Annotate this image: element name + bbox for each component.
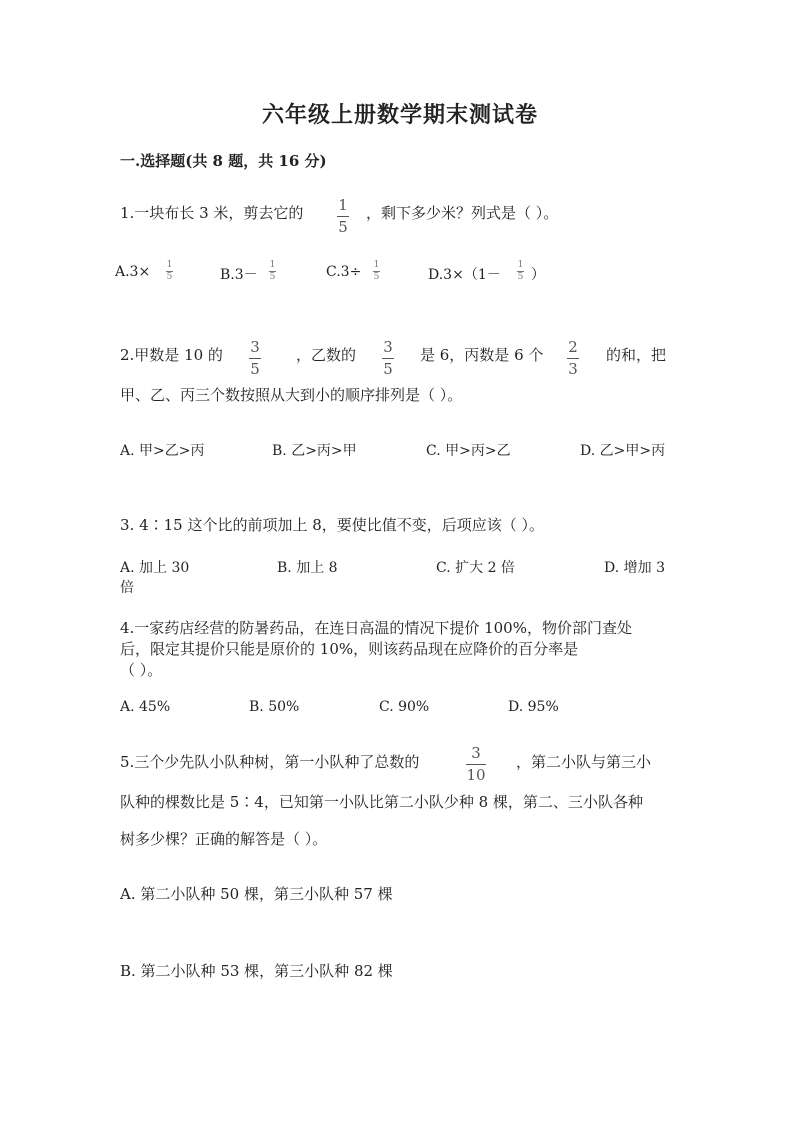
question-4-line-2: 后，限定其提价只能是原价的 10%，则该药品现在应降价的百分率是 bbox=[120, 640, 579, 658]
question-2-fraction-3: 2 3 bbox=[568, 338, 578, 378]
question-3-option-a[interactable]: A. 加上 30 bbox=[120, 560, 190, 576]
question-3-option-c[interactable]: C. 扩大 2 倍 bbox=[436, 560, 515, 576]
question-2-text-d: 的和，把 bbox=[606, 346, 667, 364]
question-4-option-c[interactable]: C. 90% bbox=[379, 699, 430, 715]
question-2-option-a[interactable]: A. 甲>乙>丙 bbox=[120, 443, 205, 459]
option-d-fraction: 1 5 bbox=[517, 260, 524, 282]
question-4-line-3: （ ）。 bbox=[120, 661, 163, 679]
option-a-label: A.3× bbox=[115, 264, 151, 280]
question-2-option-c[interactable]: C. 甲>丙>乙 bbox=[426, 443, 511, 459]
question-1-option-a[interactable] bbox=[115, 264, 150, 280]
question-3-option-b[interactable]: B. 加上 8 bbox=[277, 560, 338, 576]
question-5-option-b[interactable]: B. 第二小队种 53 棵，第三小队种 82 棵 bbox=[120, 962, 393, 980]
question-4-option-d[interactable]: D. 95% bbox=[508, 699, 559, 715]
question-5-line-3: 树多少棵？正确的解答是（ ）。 bbox=[120, 830, 328, 848]
question-5-fraction: 3 10 bbox=[466, 744, 486, 784]
question-3-text: 3. 4∶15 这个比的前项加上 8，要使比值不变，后项应该（ ）。 bbox=[120, 516, 545, 534]
question-4-line-1: 4.一家药店经营的防暑药品，在连日高温的情况下提价 100%，物价部门查处 bbox=[120, 619, 632, 637]
question-5-line-2: 队种的棵数比是 5∶4，已知第一小队比第二小队少种 8 棵，第二、三小队各种 bbox=[120, 793, 643, 811]
option-b-fraction: 1 5 bbox=[269, 260, 276, 282]
option-c-fraction: 1 5 bbox=[373, 260, 380, 282]
question-2-line-2: 甲、乙、丙三个数按照从大到小的顺序排列是（ ）。 bbox=[120, 386, 463, 404]
question-1-text-start: 1.一块布长 3 米，剪去它的 bbox=[120, 204, 304, 222]
question-1-text-end: ，剩下多少米？列式是（ ）。 bbox=[366, 204, 559, 222]
question-5-text-b: ，第二小队与第三小 bbox=[516, 753, 652, 771]
question-4-option-b[interactable]: B. 50% bbox=[249, 699, 300, 715]
option-c-label: C.3÷ bbox=[326, 264, 362, 280]
option-a-fraction: 1 5 bbox=[166, 260, 173, 282]
question-2-fraction-2: 3 5 bbox=[383, 338, 393, 378]
fraction-numerator: 1 bbox=[338, 196, 348, 214]
option-d-label: D.3×（1－ bbox=[428, 267, 501, 283]
question-1-fraction bbox=[337, 198, 349, 235]
question-5-text-a: 5.三个少先队小队种树，第一小队种了总数的 bbox=[120, 753, 420, 771]
question-1-option-b[interactable] bbox=[220, 264, 258, 284]
question-5-option-a[interactable]: A. 第二小队种 50 棵，第三小队种 57 棵 bbox=[120, 885, 393, 903]
fraction-denominator: 5 bbox=[338, 218, 348, 236]
question-2-fraction-1: 3 5 bbox=[250, 338, 260, 378]
question-2-text-a: 2.甲数是 10 的 bbox=[120, 346, 223, 364]
option-d-close: ） bbox=[531, 267, 545, 283]
option-b-label: B.3－ bbox=[220, 267, 258, 283]
question-1-option-c[interactable] bbox=[326, 264, 361, 280]
question-2-option-b[interactable]: B. 乙>丙>甲 bbox=[272, 443, 357, 459]
question-2-option-d[interactable]: D. 乙>甲>丙 bbox=[580, 443, 666, 459]
question-4-option-a[interactable]: A. 45% bbox=[120, 699, 171, 715]
question-2-text-b: ，乙数的 bbox=[296, 346, 357, 364]
question-3-option-d-wrap: 倍 bbox=[120, 580, 134, 596]
question-3-option-d[interactable]: D. 增加 3 bbox=[604, 560, 665, 576]
section-heading: 一.选择题(共 8 题，共 16 分) bbox=[120, 152, 327, 170]
question-2-text-c: 是 6，丙数是 6 个 bbox=[420, 346, 544, 364]
question-1-option-d[interactable] bbox=[428, 264, 501, 284]
page-title: 六年级上册数学期末测试卷 bbox=[261, 102, 538, 128]
